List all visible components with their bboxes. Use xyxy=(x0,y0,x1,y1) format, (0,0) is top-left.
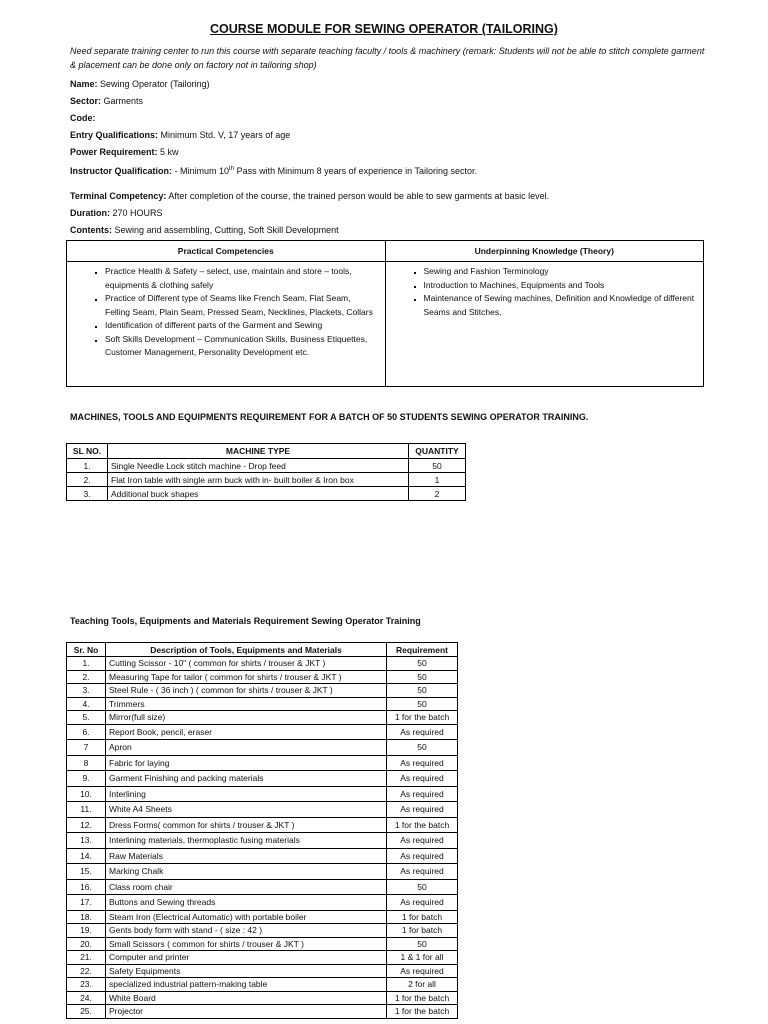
quantity-cell: 50 xyxy=(387,684,458,698)
sl-cell: 15. xyxy=(67,864,106,880)
tool-row xyxy=(67,848,458,864)
quantity-cell: As required xyxy=(387,895,458,911)
sl-cell: 21. xyxy=(67,951,106,965)
tool-row xyxy=(67,724,458,740)
sl-cell: 17. xyxy=(67,895,106,911)
sl-cell: 7 xyxy=(67,740,106,756)
sl-cell: 24. xyxy=(67,991,106,1005)
sl-cell: 13. xyxy=(67,833,106,849)
tool-row xyxy=(67,670,458,684)
description-cell: Dress Forms( common for shirts / trouser & JKT ) xyxy=(106,817,387,833)
practical-header: Practical Competencies xyxy=(67,241,386,262)
description-cell: Computer and printer xyxy=(106,951,387,965)
quantity-cell: 50 xyxy=(387,670,458,684)
tools-table-body xyxy=(67,657,458,1019)
quantity-cell: 1 for the batch xyxy=(387,711,458,725)
tool-row xyxy=(67,771,458,787)
quantity-cell: 2 xyxy=(409,487,466,501)
tools-col-srno: Sr. No xyxy=(67,643,106,657)
field-sector: Sector: Garments xyxy=(70,96,144,106)
field-power-requirement: Power Requirement: 5 kw xyxy=(70,147,179,157)
tool-row xyxy=(67,924,458,938)
list-item: ▪ Sewing and Fashion Terminology xyxy=(424,265,696,279)
quantity-cell: As required xyxy=(387,724,458,740)
quantity-cell: As required xyxy=(387,864,458,880)
description-cell: Cutting Scissor - 10" ( common for shirts / trouser & JKT ) xyxy=(106,657,387,671)
description-cell: Class room chair xyxy=(106,879,387,895)
description-cell: Marking Chalk xyxy=(106,864,387,880)
description-cell: Single Needle Lock stitch machine - Drop feed xyxy=(108,459,409,473)
description-cell: Steam Iron (Electrical Automatic) with portable boiler xyxy=(106,910,387,924)
tool-row xyxy=(67,711,458,725)
sl-cell: 19. xyxy=(67,924,106,938)
quantity-cell: 50 xyxy=(387,937,458,951)
quantity-cell: 1 & 1 for all xyxy=(387,951,458,965)
description-cell: White A4 Sheets xyxy=(106,802,387,818)
description-cell: Flat Iron table with single arm buck with in- built boiler & Iron box xyxy=(108,473,409,487)
tool-row xyxy=(67,740,458,756)
tool-row xyxy=(67,657,458,671)
sl-cell: 20. xyxy=(67,937,106,951)
machine-row xyxy=(67,487,466,501)
quantity-cell: 50 xyxy=(387,740,458,756)
tool-row xyxy=(67,864,458,880)
field-name: Name: Sewing Operator (Tailoring) xyxy=(70,79,210,89)
page-title: COURSE MODULE FOR SEWING OPERATOR (TAILORING) xyxy=(210,22,558,36)
description-cell: Buttons and Sewing threads xyxy=(106,895,387,911)
description-cell: Interlining xyxy=(106,786,387,802)
list-item: ▪ Introduction to Machines, Equipments and Tools xyxy=(424,279,696,293)
quantity-cell: As required xyxy=(387,833,458,849)
sl-cell: 11. xyxy=(67,802,106,818)
machines-table xyxy=(66,443,466,501)
sl-cell: 5. xyxy=(67,711,106,725)
machine-row xyxy=(67,459,466,473)
list-item: ▪ Practice Health & Safety – select, use, maintain and store – tools, equipments & clothing safely xyxy=(105,265,377,292)
tool-row xyxy=(67,786,458,802)
tools-heading: Teaching Tools, Equipments and Materials Requirement Sewing Operator Training xyxy=(70,616,421,626)
tool-row xyxy=(67,895,458,911)
theory-header: Underpinning Knowledge (Theory) xyxy=(385,241,704,262)
sl-cell: 8 xyxy=(67,755,106,771)
description-cell: Additional buck shapes xyxy=(108,487,409,501)
sl-cell: 10. xyxy=(67,786,106,802)
quantity-cell: 50 xyxy=(387,879,458,895)
tool-row xyxy=(67,755,458,771)
list-item: ▪ Identification of different parts of the Garment and Sewing xyxy=(105,319,377,333)
quantity-cell: 1 for the batch xyxy=(387,1005,458,1019)
quantity-cell: As required xyxy=(387,786,458,802)
list-item: ▪ Maintenance of Sewing machines, Definition and Knowledge of different Seams and Stitches, xyxy=(424,292,696,319)
sl-cell: 3. xyxy=(67,684,106,698)
quantity-cell: As required xyxy=(387,848,458,864)
practical-cell xyxy=(67,262,386,387)
quantity-cell: 50 xyxy=(409,459,466,473)
description-cell: Garment Finishing and packing materials xyxy=(106,771,387,787)
quantity-cell: 1 for batch xyxy=(387,910,458,924)
sl-cell: 14. xyxy=(67,848,106,864)
description-cell: Interlining materials, thermoplastic fusing materials xyxy=(106,833,387,849)
quantity-cell: 1 xyxy=(409,473,466,487)
description-cell: Measuring Tape for tailor ( common for shirts / trouser & JKT ) xyxy=(106,670,387,684)
list-item: ▪ Practice of Different type of Seams like French Seam, Flat Seam, Felling Seam, Plain Seam, Pressed Seam, Necklines, Plackets, Collars xyxy=(105,292,377,319)
sl-cell: 9. xyxy=(67,771,106,787)
description-cell: Trimmers xyxy=(106,697,387,711)
sl-cell: 2. xyxy=(67,670,106,684)
sl-cell: 23. xyxy=(67,978,106,992)
quantity-cell: 2 for all xyxy=(387,978,458,992)
description-cell: Projector xyxy=(106,1005,387,1019)
tool-row xyxy=(67,879,458,895)
description-cell: Mirror(full size) xyxy=(106,711,387,725)
quantity-cell: As required xyxy=(387,755,458,771)
tools-col-description: Description of Tools, Equipments and Materials xyxy=(106,643,387,657)
description-cell: Safety Equipments xyxy=(106,964,387,978)
sl-cell: 1. xyxy=(67,657,106,671)
description-cell: specialized industrial pattern-making table xyxy=(106,978,387,992)
tool-row xyxy=(67,802,458,818)
sl-cell: 1. xyxy=(67,459,108,473)
field-entry-qualifications: Entry Qualifications: Minimum Std. V, 17 years of age xyxy=(70,130,291,140)
remark-note: Need separate training center to run this course with separate teaching faculty / tools & machinery (remark: Students will not be able to stitch complete garment & placement can be done only on factory not in tailoring shop) xyxy=(70,46,705,70)
machines-col-type: MACHINE TYPE xyxy=(108,444,409,459)
quantity-cell: As required xyxy=(387,802,458,818)
description-cell: Small Scissors ( common for shirts / trouser & JKT ) xyxy=(106,937,387,951)
tool-row xyxy=(67,697,458,711)
field-instructor-qualification: Instructor Qualification: - Minimum 10th Pass with Minimum 8 years of experience in Tailoring sector. xyxy=(70,166,478,176)
quantity-cell: 50 xyxy=(387,657,458,671)
sl-cell: 25. xyxy=(67,1005,106,1019)
practical-list xyxy=(67,262,385,360)
description-cell: Gents body form with stand - ( size : 42 ) xyxy=(106,924,387,938)
sl-cell: 12. xyxy=(67,817,106,833)
machines-table-body xyxy=(67,459,466,501)
quantity-cell: 1 for batch xyxy=(387,924,458,938)
field-duration: Duration: 270 HOURS xyxy=(70,208,163,218)
sl-cell: 4. xyxy=(67,697,106,711)
list-item: ▪ Soft Skills Development – Communication Skills, Business Etiquettes, Customer Management, Personality Development etc. xyxy=(105,333,377,360)
quantity-cell: As required xyxy=(387,964,458,978)
quantity-cell: 1 for the batch xyxy=(387,817,458,833)
sl-cell: 18. xyxy=(67,910,106,924)
tool-row xyxy=(67,937,458,951)
tools-col-requirement: Requirement xyxy=(387,643,458,657)
description-cell: Raw Materials xyxy=(106,848,387,864)
machine-row xyxy=(67,473,466,487)
tool-row xyxy=(67,964,458,978)
description-cell: Apron xyxy=(106,740,387,756)
field-code: Code: xyxy=(70,113,96,123)
description-cell: White Board xyxy=(106,991,387,1005)
tool-row xyxy=(67,991,458,1005)
quantity-cell: 50 xyxy=(387,697,458,711)
sl-cell: 3. xyxy=(67,487,108,501)
sl-cell: 2. xyxy=(67,473,108,487)
field-terminal-competency: Terminal Competency: After completion of the course, the trained person would be able to sew garments at basic level. xyxy=(70,191,550,201)
tool-row xyxy=(67,1005,458,1019)
tool-row xyxy=(67,817,458,833)
field-contents: Contents: Sewing and assembling, Cutting, Soft Skill Development xyxy=(70,225,339,235)
description-cell: Fabric for laying xyxy=(106,755,387,771)
description-cell: Steel Rule - ( 36 inch ) ( common for shirts / trouser & JKT ) xyxy=(106,684,387,698)
tools-table xyxy=(66,642,458,1019)
sl-cell: 22. xyxy=(67,964,106,978)
theory-cell xyxy=(385,262,704,387)
competency-table xyxy=(66,240,704,387)
theory-list xyxy=(386,262,704,319)
sl-cell: 6. xyxy=(67,724,106,740)
machines-col-qty: QUANTITY xyxy=(409,444,466,459)
machines-col-sl: SL NO. xyxy=(67,444,108,459)
machines-heading: MACHINES, TOOLS AND EQUIPMENTS REQUIREMENT FOR A BATCH OF 50 STUDENTS SEWING OPERATOR TRAINING. xyxy=(70,412,589,422)
tool-row xyxy=(67,951,458,965)
tool-row xyxy=(67,978,458,992)
tool-row xyxy=(67,684,458,698)
tool-row xyxy=(67,833,458,849)
description-cell: Report Book, pencil, eraser xyxy=(106,724,387,740)
sl-cell: 16. xyxy=(67,879,106,895)
quantity-cell: As required xyxy=(387,771,458,787)
tool-row xyxy=(67,910,458,924)
quantity-cell: 1 for the batch xyxy=(387,991,458,1005)
